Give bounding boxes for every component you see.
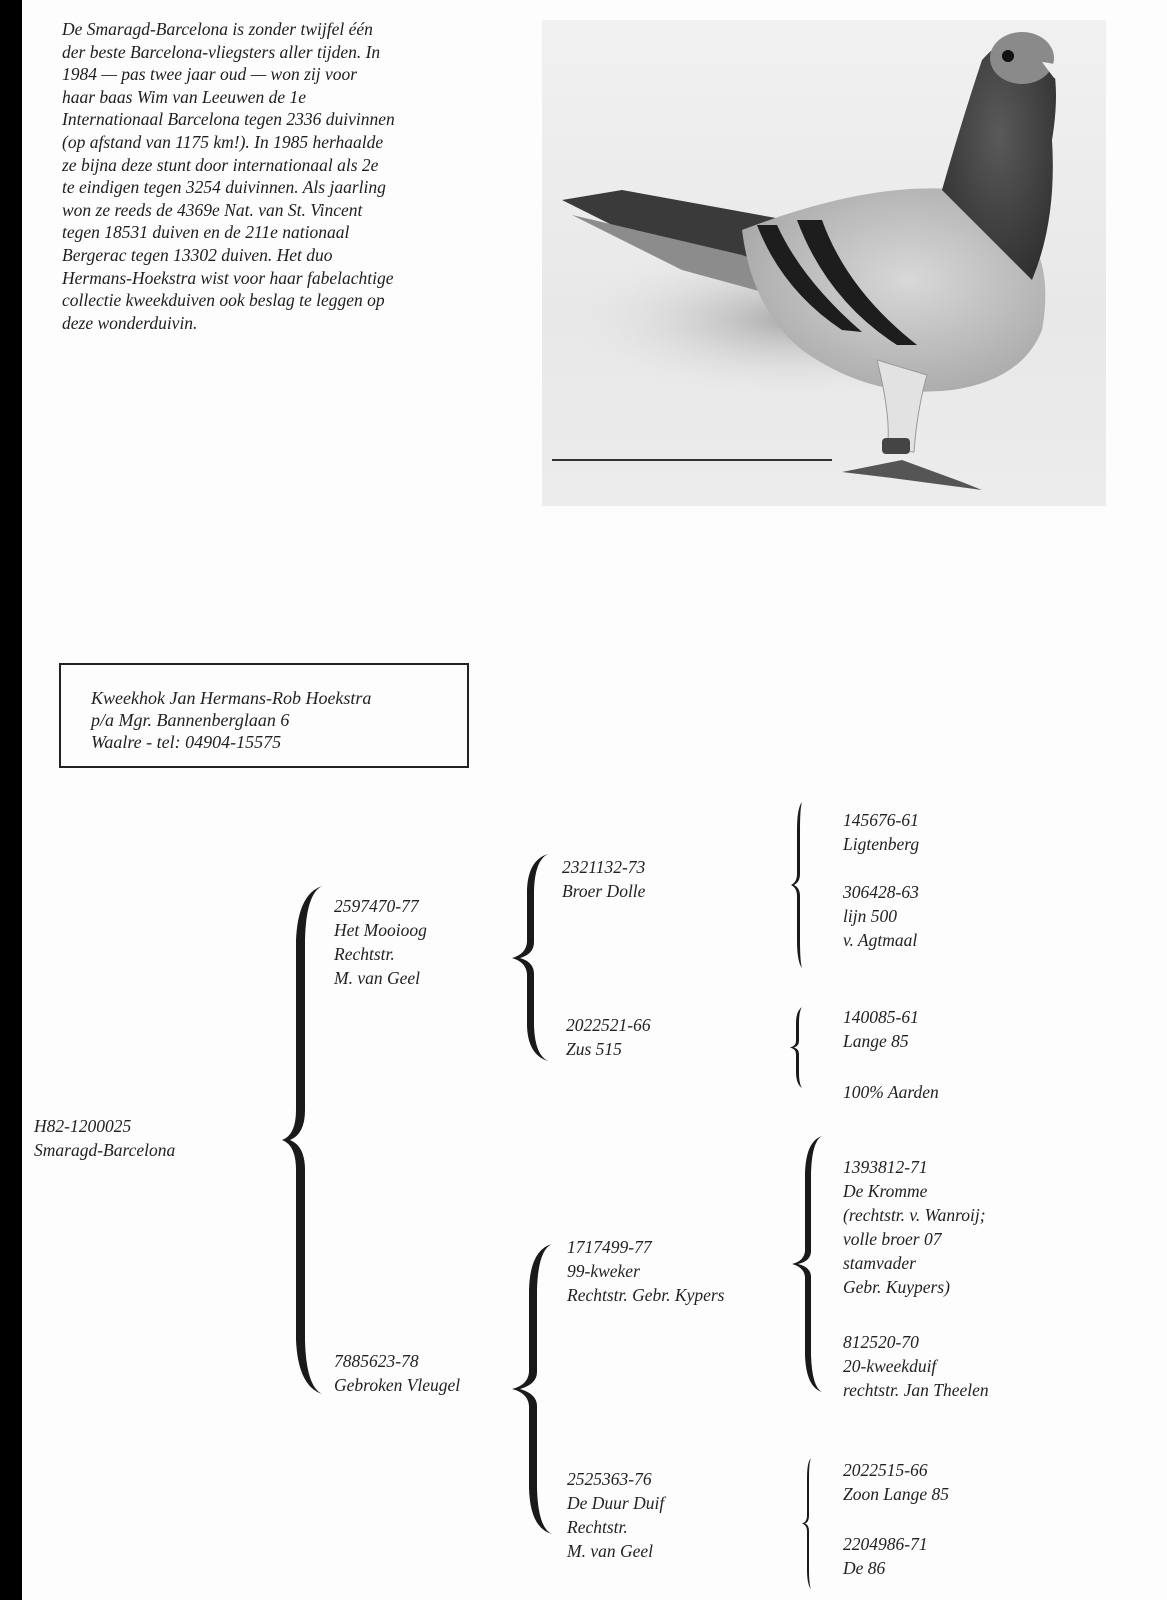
bird-note: volle broer 07 bbox=[843, 1229, 942, 1249]
ring-number: H82-1200025 bbox=[34, 1116, 132, 1136]
brace-icon bbox=[510, 1240, 560, 1538]
address-line-street: p/a Mgr. Bannenberglaan 6 bbox=[91, 710, 290, 730]
bird-note: Rechtstr. Gebr. Kypers bbox=[567, 1285, 725, 1305]
eye bbox=[1002, 50, 1014, 62]
pedigree-dd-sire bbox=[843, 1458, 949, 1506]
bird-name: Smaragd-Barcelona bbox=[34, 1140, 176, 1160]
ring-number: 1717499-77 bbox=[567, 1237, 652, 1257]
address-line-phone: Waalre - tel: 04904-15575 bbox=[91, 732, 282, 752]
brace-icon bbox=[788, 800, 810, 970]
address-box bbox=[59, 663, 469, 768]
brace-icon bbox=[790, 1133, 826, 1395]
intro-line: der beste Barcelona-vliegsters aller tijden. In bbox=[62, 41, 381, 62]
bird-name: Het Mooioog bbox=[334, 920, 427, 940]
pedigree-ds-sire bbox=[843, 1155, 986, 1299]
intro-line: tegen 18531 duiven en de 211e nationaal bbox=[62, 222, 350, 243]
pedigree-dd-dam bbox=[843, 1532, 928, 1580]
bird-note: Rechtstr. bbox=[334, 944, 395, 964]
intro-line: 1984 — pas twee jaar oud — won zij voor bbox=[62, 64, 358, 85]
address-line-name: Kweekhok Jan Hermans-Rob Hoekstra bbox=[91, 688, 372, 708]
intro-line: haar baas Wim van Leeuwen de 1e bbox=[62, 86, 306, 107]
ring-number: 2597470-77 bbox=[334, 896, 419, 916]
brace-icon bbox=[280, 880, 330, 1400]
bird-note: stamvader bbox=[843, 1253, 916, 1273]
intro-line: te eindigen tegen 3254 duivinnen. Als jaarling bbox=[62, 177, 386, 198]
bird-name: Gebroken Vleugel bbox=[334, 1375, 461, 1395]
pedigree-ss-dam bbox=[843, 880, 919, 952]
ring-number: 812520-70 bbox=[843, 1332, 919, 1352]
foot bbox=[842, 460, 982, 490]
intro-line: Internationaal Barcelona tegen 2336 duivinnen bbox=[62, 109, 395, 130]
ring-number: 2525363-76 bbox=[567, 1469, 652, 1489]
bird-name: Zus 515 bbox=[566, 1039, 622, 1059]
pedigree-ds-dam bbox=[843, 1330, 989, 1402]
bird-name: 20-kweekduif bbox=[843, 1356, 937, 1376]
pigeon-photo bbox=[542, 20, 1106, 506]
ring-number: 2022515-66 bbox=[843, 1460, 928, 1480]
bird-note: Rechtstr. bbox=[567, 1517, 628, 1537]
bird-note: rechtstr. Jan Theelen bbox=[843, 1380, 989, 1400]
intro-line: Hermans-Hoekstra wist voor haar fabelachtige bbox=[62, 267, 394, 288]
ring-number: 145676-61 bbox=[843, 810, 919, 830]
bird-name: De Kromme bbox=[843, 1181, 928, 1201]
intro-line: deze wonderduivin. bbox=[62, 312, 198, 333]
intro-line: (op afstand van 1175 km!). In 1985 herhaalde bbox=[62, 131, 384, 152]
bird-note: M. van Geel bbox=[567, 1541, 654, 1561]
intro-line: ze bijna deze stunt door internationaal als 2e bbox=[62, 154, 379, 175]
pedigree-sire-dam bbox=[566, 1013, 651, 1061]
pedigree-sd-sire bbox=[843, 1005, 919, 1053]
pedigree-ss-sire bbox=[843, 808, 919, 856]
leg-ring bbox=[882, 438, 910, 454]
bird-name: Zoon Lange 85 bbox=[843, 1484, 949, 1504]
bird-name: lijn 500 bbox=[843, 906, 897, 926]
bird-name: 99-kweker bbox=[567, 1261, 640, 1281]
intro-line: won ze reeds de 4369e Nat. van St. Vincent bbox=[62, 199, 363, 220]
bird-name: De Duur Duif bbox=[567, 1493, 665, 1513]
intro-line: De Smaragd-Barcelona is zonder twijfel één bbox=[62, 19, 373, 39]
ring-number: 2022521-66 bbox=[566, 1015, 651, 1035]
bird-name: De 86 bbox=[843, 1558, 886, 1578]
intro-paragraph bbox=[62, 18, 532, 334]
ring-number: 2321132-73 bbox=[562, 857, 646, 877]
pigeon-illustration bbox=[542, 20, 1106, 506]
bird-note: v. Agtmaal bbox=[843, 930, 918, 950]
pedigree-sire bbox=[334, 894, 427, 990]
pedigree-sire-sire bbox=[562, 855, 645, 903]
pedigree-dam-sire bbox=[567, 1235, 724, 1307]
pedigree-dam bbox=[334, 1349, 460, 1397]
intro-line: Bergerac tegen 13302 duiven. Het duo bbox=[62, 244, 333, 265]
ring-number: 7885623-78 bbox=[334, 1351, 419, 1371]
brace-icon bbox=[788, 1005, 810, 1090]
pedigree-sd-dam bbox=[843, 1080, 939, 1104]
head bbox=[990, 32, 1054, 84]
ring-number: 306428-63 bbox=[843, 882, 919, 902]
ring-number: 1393812-71 bbox=[843, 1157, 928, 1177]
ring-number: 140085-61 bbox=[843, 1007, 919, 1027]
brace-icon bbox=[800, 1456, 818, 1591]
pedigree-subject bbox=[34, 1114, 175, 1162]
bird-name: Ligtenberg bbox=[843, 834, 920, 854]
intro-line: collectie kweekduiven ook beslag te leggen op bbox=[62, 290, 385, 311]
bird-name: Broer Dolle bbox=[562, 881, 646, 901]
bird-name: 100% Aarden bbox=[843, 1082, 939, 1102]
bird-note: Gebr. Kuypers) bbox=[843, 1277, 950, 1297]
bird-note: (rechtstr. v. Wanroij; bbox=[843, 1205, 986, 1225]
brace-icon bbox=[510, 850, 554, 1065]
bird-name: Lange 85 bbox=[843, 1031, 909, 1051]
pedigree-dam-dam bbox=[567, 1467, 664, 1563]
scan-border bbox=[0, 0, 22, 1600]
ring-number: 2204986-71 bbox=[843, 1534, 928, 1554]
bird-note: M. van Geel bbox=[334, 968, 421, 988]
